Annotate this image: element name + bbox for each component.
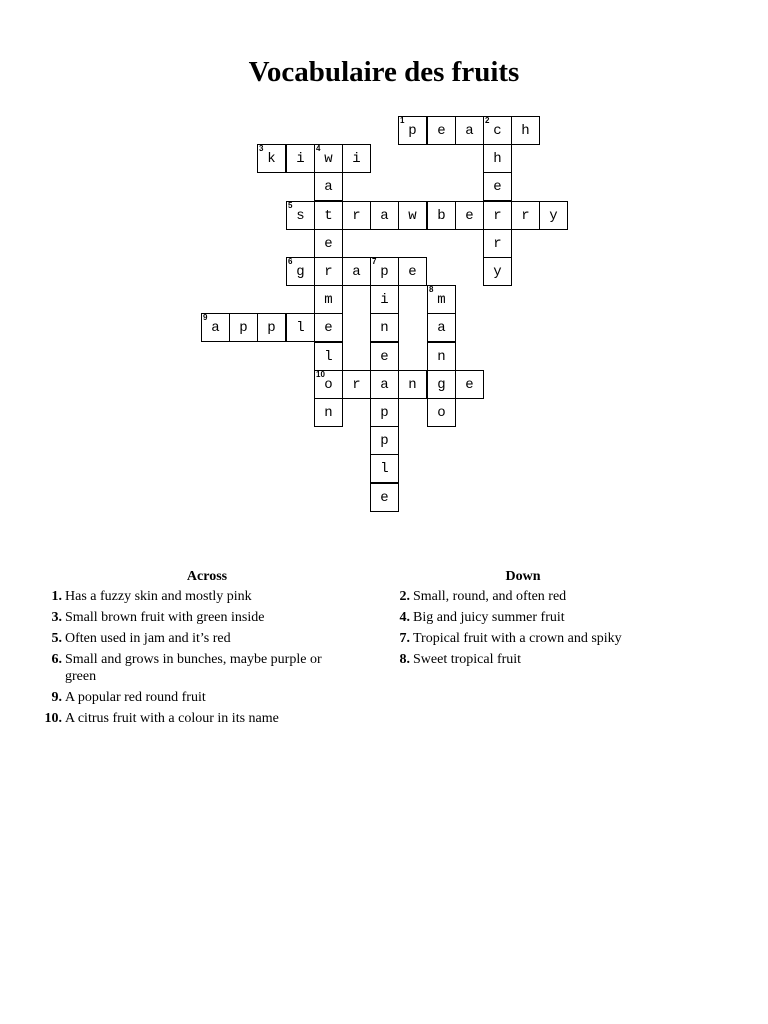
grid-cell — [427, 116, 456, 145]
cell-number: 7 — [372, 257, 377, 266]
cell-letter: e — [380, 490, 389, 506]
down-clue-2 — [388, 588, 658, 605]
cell-letter: o — [324, 377, 333, 393]
grid-cell — [427, 313, 456, 342]
cell-number: 1 — [400, 116, 405, 125]
cell-letter: s — [296, 208, 305, 224]
grid-cell — [286, 313, 315, 342]
across-heading: Across — [186, 569, 228, 584]
grid-cell — [427, 285, 456, 314]
cell-letter: a — [324, 179, 333, 195]
grid-cell — [483, 172, 512, 201]
grid-cell — [257, 313, 286, 342]
clue-text: Small brown fruit with green inside — [65, 610, 265, 625]
across-clue-3 — [40, 609, 350, 626]
cell-letter: m — [324, 292, 333, 308]
cell-number: 8 — [429, 285, 434, 294]
clue-number: 7. — [399, 631, 410, 646]
cell-number: 3 — [259, 144, 264, 153]
cell-letter: k — [267, 151, 276, 167]
grid-cell — [483, 201, 512, 230]
cell-letter: e — [493, 179, 502, 195]
grid-cell — [511, 116, 540, 145]
grid-cell — [314, 285, 343, 314]
cell-letter: p — [380, 264, 389, 280]
grid-cell — [455, 201, 484, 230]
across-clues — [40, 569, 350, 731]
cell-letter: y — [493, 264, 502, 280]
across-clue-5 — [40, 630, 350, 647]
down-clue-7 — [388, 630, 658, 647]
across-clue-10 — [40, 710, 350, 727]
clue-text: Has a fuzzy skin and mostly pink — [65, 589, 252, 604]
grid-cell — [370, 454, 399, 483]
grid-cell — [483, 144, 512, 173]
cell-letter: p — [239, 320, 248, 336]
grid-cell — [455, 370, 484, 399]
grid-cell — [455, 116, 484, 145]
grid-cell — [427, 342, 456, 371]
cell-number: 5 — [288, 201, 293, 210]
cell-letter: g — [437, 377, 446, 393]
grid-cell — [314, 172, 343, 201]
cell-letter: l — [380, 461, 389, 477]
cell-letter: l — [324, 349, 333, 365]
down-clues — [388, 569, 658, 672]
cell-letter: p — [267, 320, 276, 336]
grid-cell — [483, 257, 512, 286]
clue-number: 5. — [51, 631, 62, 646]
cell-letter: p — [380, 405, 389, 421]
cell-letter: e — [324, 236, 333, 252]
grid-cell — [286, 257, 315, 286]
down-clue-4 — [388, 609, 658, 626]
grid-cell — [314, 229, 343, 258]
cell-letter: i — [380, 292, 389, 308]
cell-letter: g — [296, 264, 305, 280]
cell-letter: a — [437, 320, 446, 336]
grid-cell — [539, 201, 568, 230]
cell-letter: r — [352, 208, 361, 224]
cell-letter: e — [465, 377, 474, 393]
cell-letter: c — [493, 123, 502, 139]
cell-letter: a — [211, 320, 220, 336]
clue-number: 1. — [51, 589, 62, 604]
grid-cell — [314, 398, 343, 427]
cell-letter: e — [465, 208, 474, 224]
cell-letter: p — [408, 123, 417, 139]
clue-text: Often used in jam and it’s red — [65, 631, 231, 646]
cell-letter: e — [437, 123, 446, 139]
clue-text: Small, round, and often red — [413, 589, 567, 604]
cell-letter: a — [352, 264, 361, 280]
grid-cell — [398, 257, 427, 286]
grid-cell — [342, 257, 371, 286]
cell-number: 2 — [485, 116, 490, 125]
clue-number: 6. — [51, 652, 62, 667]
grid-cell — [342, 201, 371, 230]
cell-letter: a — [380, 208, 389, 224]
clue-text: A citrus fruit with a colour in its name — [65, 711, 279, 726]
cell-letter: r — [493, 236, 502, 252]
cell-letter: a — [465, 123, 474, 139]
clue-number: 4. — [399, 610, 410, 625]
cell-number: 4 — [316, 144, 321, 153]
grid-cell — [511, 201, 540, 230]
down-heading: Down — [505, 569, 541, 584]
grid-cell — [370, 370, 399, 399]
grid-cell — [370, 398, 399, 427]
cell-number: 6 — [288, 257, 293, 266]
grid-cell — [314, 342, 343, 371]
cell-letter: r — [324, 264, 333, 280]
grid-cell — [427, 201, 456, 230]
clue-text: Big and juicy summer fruit — [413, 610, 565, 625]
grid-cell — [229, 313, 258, 342]
cell-letter: w — [408, 208, 417, 224]
grid-cell — [483, 229, 512, 258]
grid-cell — [370, 201, 399, 230]
grid-cell — [286, 201, 315, 230]
grid-cell — [314, 201, 343, 230]
clue-number: 9. — [51, 690, 62, 705]
clue-text: Small and grows in bunches, maybe purple or green — [65, 652, 322, 684]
cell-letter: n — [437, 349, 446, 365]
grid-cell — [483, 116, 512, 145]
grid-cell — [314, 313, 343, 342]
clue-text: Tropical fruit with a crown and spiky — [413, 631, 622, 646]
cell-letter: e — [408, 264, 417, 280]
grid-cell — [370, 313, 399, 342]
across-clue-9 — [40, 689, 350, 706]
grid-cell — [370, 342, 399, 371]
clue-text: Sweet tropical fruit — [413, 652, 522, 667]
cell-letter: a — [380, 377, 389, 393]
cell-letter: e — [324, 320, 333, 336]
grid-cell — [201, 313, 230, 342]
cell-letter: h — [521, 123, 530, 139]
cell-letter: n — [408, 377, 417, 393]
cell-letter: m — [437, 292, 446, 308]
cell-number: 10 — [316, 370, 325, 379]
grid-cell — [314, 257, 343, 286]
cell-letter: i — [296, 151, 305, 167]
cell-letter: l — [296, 320, 305, 336]
clue-number: 10. — [44, 711, 62, 726]
grid-cell — [398, 370, 427, 399]
cell-letter: b — [437, 208, 446, 224]
grid-cell — [398, 201, 427, 230]
cell-number: 9 — [203, 313, 208, 322]
grid-cell — [370, 257, 399, 286]
clue-number: 8. — [399, 652, 410, 667]
across-clue-6 — [40, 651, 350, 685]
cell-letter: w — [324, 151, 333, 167]
cell-letter: p — [380, 433, 389, 449]
grid-cell — [370, 285, 399, 314]
clue-number: 2. — [399, 589, 410, 604]
grid-cell — [314, 144, 343, 173]
cell-letter: h — [493, 151, 502, 167]
cell-letter: t — [324, 208, 333, 224]
grid-cell — [370, 426, 399, 455]
grid-cell — [370, 483, 399, 512]
cell-letter: o — [437, 405, 446, 421]
cell-letter: r — [352, 377, 361, 393]
grid-cell — [398, 116, 427, 145]
page-title: Vocabulaire des fruits — [248, 56, 520, 88]
grid-cell — [314, 370, 343, 399]
cell-letter: r — [521, 208, 530, 224]
grid-cell — [427, 370, 456, 399]
grid-cell — [342, 144, 371, 173]
down-clue-8 — [388, 651, 658, 668]
cell-letter: r — [493, 208, 502, 224]
cell-letter: n — [324, 405, 333, 421]
cell-letter: e — [380, 349, 389, 365]
across-clue-1 — [40, 588, 350, 605]
cell-letter: n — [380, 320, 389, 336]
grid-cell — [286, 144, 315, 173]
grid-cell — [257, 144, 286, 173]
grid-cell — [342, 370, 371, 399]
cell-letter: y — [549, 208, 558, 224]
clue-number: 3. — [51, 610, 62, 625]
clue-text: A popular red round fruit — [65, 690, 206, 705]
cell-letter: i — [352, 151, 361, 167]
grid-cell — [427, 398, 456, 427]
